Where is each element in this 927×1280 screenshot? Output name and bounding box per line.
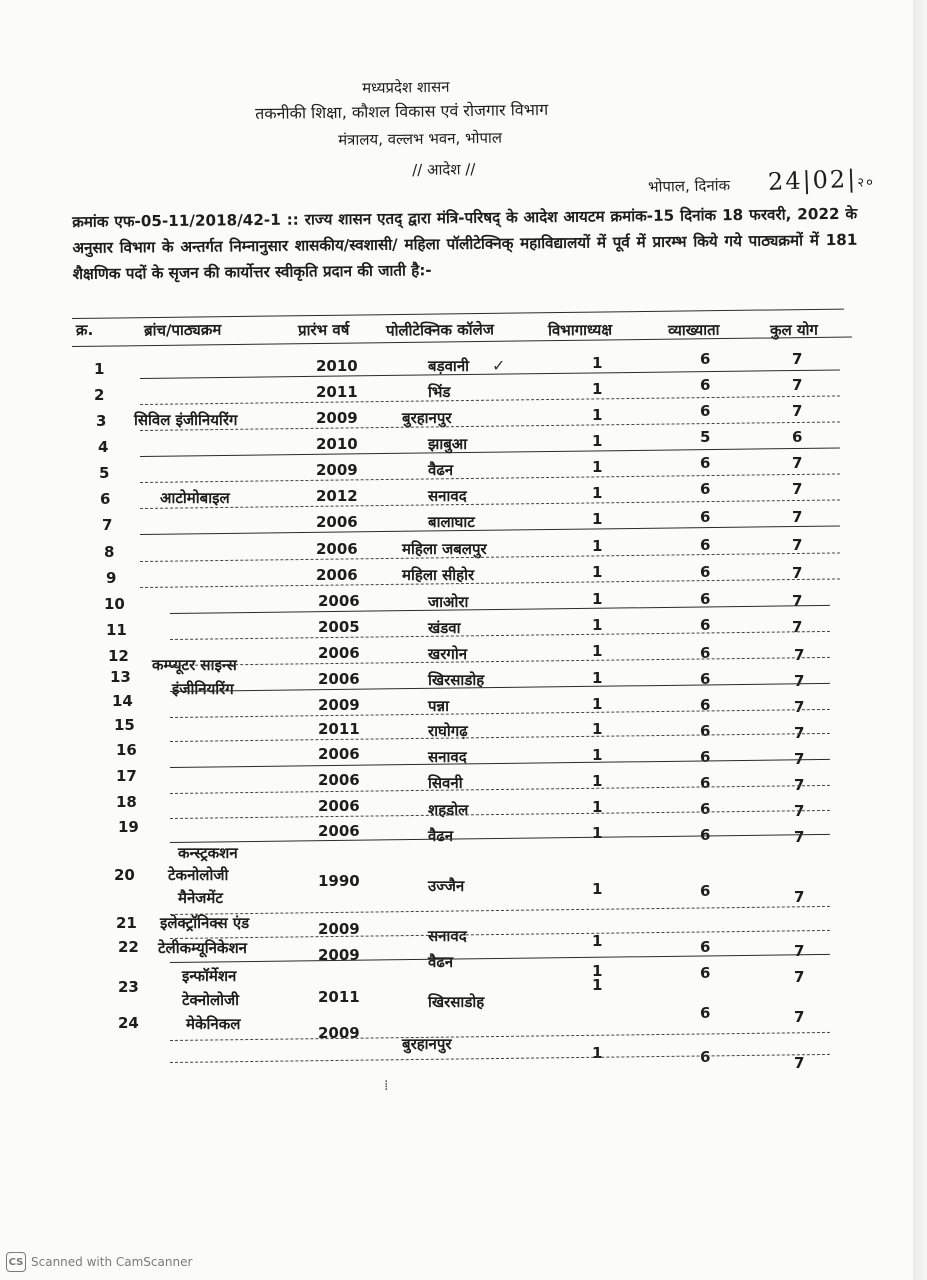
row-8-lecturers: 6 — [700, 536, 711, 554]
branch-electronics-1: इलेक्ट्रॉनिक्स एंड — [160, 914, 250, 932]
row-7-lecturers: 6 — [700, 508, 711, 526]
row-8-serial: 8 — [104, 543, 115, 561]
row-23-lecturers: 6 — [700, 1004, 711, 1022]
row-7-year: 2006 — [316, 513, 358, 531]
header-college: पोलीटेक्निक कॉलेज — [385, 320, 495, 340]
row-4-year: 2010 — [316, 435, 358, 453]
row-14-lecturers: 6 — [700, 696, 711, 714]
row-14-hod: 1 — [592, 695, 603, 713]
row-3-total: 7 — [792, 402, 803, 420]
row-12-serial: 12 — [108, 647, 129, 665]
row-7-college: बालाघाट — [428, 513, 475, 531]
row-10-serial: 10 — [104, 595, 125, 613]
row-1-lecturers: 6 — [700, 350, 711, 368]
row-3-lecturers: 6 — [700, 402, 711, 420]
row-18-serial: 18 — [116, 793, 137, 811]
row-21-serial: 21 — [116, 914, 137, 932]
row-12-hod: 1 — [592, 642, 603, 660]
row-2-college: भिंड — [428, 383, 451, 401]
row-2-year: 2011 — [316, 383, 358, 401]
branch-construction-3: मैनेजमेंट — [178, 889, 223, 907]
row-7-total: 7 — [792, 508, 803, 526]
row-3-hod: 1 — [592, 406, 603, 424]
row-13-lecturers: 6 — [700, 670, 711, 688]
row-19-serial: 19 — [118, 818, 139, 836]
row-24-college: बुरहानपुर — [402, 1035, 452, 1053]
row-9-serial: 9 — [106, 569, 117, 587]
row-21-hod: 1 — [592, 932, 603, 950]
row-15-college: राघोगढ़ — [428, 722, 468, 740]
row-9-year: 2006 — [316, 566, 358, 584]
row-2-total: 7 — [792, 376, 803, 394]
row-14-college: पन्ना — [428, 697, 449, 715]
row-20-lecturers: 6 — [700, 882, 711, 900]
place-date-label: भोपाल, दिनांक — [647, 176, 731, 196]
row-19-year: 2006 — [318, 822, 360, 840]
row-6-hod: 1 — [592, 484, 603, 502]
row-16-lecturers: 6 — [700, 748, 711, 766]
row-6-lecturers: 6 — [700, 480, 711, 498]
row-14-serial: 14 — [112, 692, 133, 710]
row-14-year: 2009 — [318, 696, 360, 714]
row-13-college: खिरसाडोह — [428, 671, 485, 689]
row-7-hod: 1 — [592, 510, 603, 528]
row-9-lecturers: 6 — [700, 563, 711, 581]
header-sn: क्र. — [75, 320, 94, 340]
row-9-total: 7 — [792, 564, 803, 582]
row-22-total: 7 — [794, 968, 805, 986]
row-1-college: बड़वानी — [428, 357, 470, 375]
row-14-total: 7 — [794, 698, 805, 716]
row-22-college: वैढन — [428, 953, 454, 971]
row-24-hod: 1 — [592, 1044, 603, 1062]
row-18-college: शहडोल — [428, 801, 469, 819]
row-5-college: वैढन — [428, 461, 454, 479]
row-9-college: महिला सीहोर — [402, 566, 475, 584]
row-23-year: 2011 — [318, 988, 360, 1006]
row-13-year: 2006 — [318, 670, 360, 688]
row-4-lecturers: 5 — [700, 428, 711, 446]
row-5-year: 2009 — [316, 461, 358, 479]
row-18-hod: 1 — [592, 798, 603, 816]
row-23-total: 7 — [794, 1008, 805, 1026]
row-24-total: 7 — [794, 1054, 805, 1072]
page-edge — [913, 0, 927, 1280]
branch-mechanical: मेकेनिकल — [186, 1015, 241, 1033]
row-22-hod: 1 — [592, 962, 603, 980]
row-23-college: खिरसाडोह — [428, 993, 485, 1011]
row-3-serial: 3 — [96, 412, 107, 430]
row-8-hod: 1 — [592, 537, 603, 555]
row-17-year: 2006 — [318, 771, 360, 789]
row-2-hod: 1 — [592, 380, 603, 398]
camscanner-logo: CS — [6, 1252, 26, 1272]
row-2-lecturers: 6 — [700, 376, 711, 394]
row-1-serial: 1 — [94, 360, 105, 378]
row-5-lecturers: 6 — [700, 454, 711, 472]
row-19-college: वैढन — [428, 827, 454, 845]
row-12-total: 7 — [794, 646, 805, 664]
row-16-hod: 1 — [592, 746, 603, 764]
row-20-hod: 1 — [592, 880, 603, 898]
scanner-text: Scanned with CamScanner — [31, 1255, 193, 1269]
row-8-college: महिला जबलपुर — [402, 540, 487, 558]
row-24-lecturers: 6 — [700, 1048, 711, 1066]
row-13-hod: 1 — [592, 669, 603, 687]
scanner-watermark — [6, 1252, 192, 1272]
row-11-hod: 1 — [592, 616, 603, 634]
row-4-total: 6 — [792, 428, 803, 446]
row-6-year: 2012 — [316, 487, 358, 505]
row-11-serial: 11 — [106, 621, 127, 639]
row-16-year: 2006 — [318, 745, 360, 763]
branch-electronics-2: टेलीकम्यूनिकेशन — [158, 939, 247, 957]
row-17-hod: 1 — [592, 772, 603, 790]
row-18-lecturers: 6 — [700, 800, 711, 818]
row-9-hod: 1 — [592, 563, 603, 581]
branch-computer-1: कम्प्यूटर साइन्स — [152, 656, 237, 674]
row-4-serial: 4 — [98, 438, 109, 456]
row-21-year: 2009 — [318, 920, 360, 938]
order-title: // आदेश // — [412, 160, 476, 179]
row-24-year: 2009 — [318, 1024, 360, 1042]
row-21-college: सनावद — [428, 927, 467, 945]
row-5-serial: 5 — [99, 464, 110, 482]
row-16-serial: 16 — [116, 741, 137, 759]
checkmark-icon: ✓ — [492, 356, 506, 375]
row-5-total: 7 — [792, 454, 803, 472]
row-21-total: 7 — [794, 942, 805, 960]
row-6-total: 7 — [792, 480, 803, 498]
branch-computer-2: इंजीनियरिंग — [172, 680, 234, 698]
row-15-lecturers: 6 — [700, 722, 711, 740]
row-16-college: सनावद — [428, 748, 467, 766]
header-branch: ब्रांच/पाठ्यक्रम — [143, 320, 222, 340]
row-4-college: झाबुआ — [428, 435, 468, 453]
row-13-total: 7 — [794, 672, 805, 690]
row-15-serial: 15 — [114, 716, 135, 734]
row-22-lecturers: 6 — [700, 964, 711, 982]
row-12-lecturers: 6 — [700, 644, 711, 662]
department-title: तकनीकी शिक्षा, कौशल विकास एवं रोजगार विभाग — [255, 99, 549, 123]
row-20-year: 1990 — [318, 872, 360, 890]
ink-mark: ⁞ — [384, 1078, 389, 1094]
row-10-lecturers: 6 — [700, 590, 711, 608]
row-1-year: 2010 — [316, 357, 358, 375]
row-10-college: जाओरा — [428, 593, 469, 611]
row-11-college: खंडवा — [428, 619, 461, 637]
row-3-year: 2009 — [316, 409, 358, 427]
header-year: प्रारंभ वर्ष — [297, 320, 350, 340]
row-11-lecturers: 6 — [700, 616, 711, 634]
row-2-serial: 2 — [94, 386, 105, 404]
row-15-year: 2011 — [318, 720, 360, 738]
row-19-total: 7 — [794, 828, 805, 846]
row-17-lecturers: 6 — [700, 774, 711, 792]
govt-title: मध्यप्रदेश शासन — [362, 77, 450, 97]
row-10-hod: 1 — [592, 590, 603, 608]
row-18-total: 7 — [794, 802, 805, 820]
row-7-serial: 7 — [102, 516, 113, 534]
row-12-college: खरगोन — [428, 645, 468, 663]
handwritten-date-year: २० — [857, 175, 876, 191]
branch-civil: सिविल इंजीनियरिंग — [134, 411, 238, 429]
branch-it-2: टेक्नोलोजी — [182, 991, 240, 1009]
row-3-college: बुरहानपुर — [402, 409, 452, 427]
row-6-college: सनावद — [428, 487, 467, 505]
row-22-year: 2009 — [318, 946, 360, 964]
branch-construction-1: कन्स्ट्रकशन — [178, 844, 238, 862]
row-20-total: 7 — [794, 888, 805, 906]
row-19-hod: 1 — [592, 824, 603, 842]
row-11-total: 7 — [792, 618, 803, 636]
row-23-serial: 23 — [118, 978, 139, 996]
row-6-serial: 6 — [100, 490, 111, 508]
row-15-total: 7 — [794, 724, 805, 742]
header-hod: विभागाध्यक्ष — [547, 320, 613, 340]
header-lecturer: व्याख्याता — [667, 320, 720, 340]
row-8-total: 7 — [792, 536, 803, 554]
row-17-total: 7 — [794, 776, 805, 794]
header-total: कुल योग — [769, 320, 819, 340]
branch-automobile: आटोमोबाइल — [160, 489, 230, 507]
order-paragraph: क्रमांक एफ-05-11/2018/42-1 :: राज्य शासन एतद् द्वारा मंत्रि-परिषद् के आदेश आयटम क्रमांक-15 दिनांक 18 फरवरी, 2022 के अनुसार विभाग के अन्तर्गत निम्नानुसार शासकीय/स्वशासी/ महिला पॉलीटेक्निक् महाविद्यालयों में पूर्व में प्रारम्भ किये गये पाठ्यक्रमों में 181 शैक्षणिक पदों के सृजन की कार्योत्तर स्वीकृति प्रदान की जाती है:- — [72, 204, 858, 283]
handwritten-date — [768, 164, 876, 196]
row-15-hod: 1 — [592, 720, 603, 738]
row-17-serial: 17 — [116, 767, 137, 785]
row-20-serial: 20 — [114, 866, 135, 884]
row-10-year: 2006 — [318, 592, 360, 610]
ministry-address: मंत्रालय, वल्लभ भवन, भोपाल — [338, 128, 503, 149]
row-10-total: 7 — [792, 592, 803, 610]
row-1-total: 7 — [792, 350, 803, 368]
row-22-serial: 22 — [118, 938, 139, 956]
row-4-hod: 1 — [592, 432, 603, 450]
row-24-serial: 24 — [118, 1014, 139, 1032]
branch-it-1: इन्फॉर्मेशन — [182, 967, 237, 985]
row-11-year: 2005 — [318, 618, 360, 636]
row-17-college: सिवनी — [428, 774, 463, 792]
row-19-lecturers: 6 — [700, 826, 711, 844]
row-20-college: उज्जैन — [428, 877, 465, 895]
row-16-total: 7 — [794, 750, 805, 768]
branch-construction-2: टेकनोलोजी — [168, 866, 229, 884]
row-18-year: 2006 — [318, 797, 360, 815]
row-5-hod: 1 — [592, 458, 603, 476]
row-23-hod: 1 — [592, 976, 603, 994]
row-13-serial: 13 — [110, 668, 131, 686]
row-8-year: 2006 — [316, 540, 358, 558]
row-12-year: 2006 — [318, 644, 360, 662]
row-21-lecturers: 6 — [700, 938, 711, 956]
row-1-hod: 1 — [592, 354, 603, 372]
handwritten-date-day-month: 24|02| — [767, 164, 858, 196]
